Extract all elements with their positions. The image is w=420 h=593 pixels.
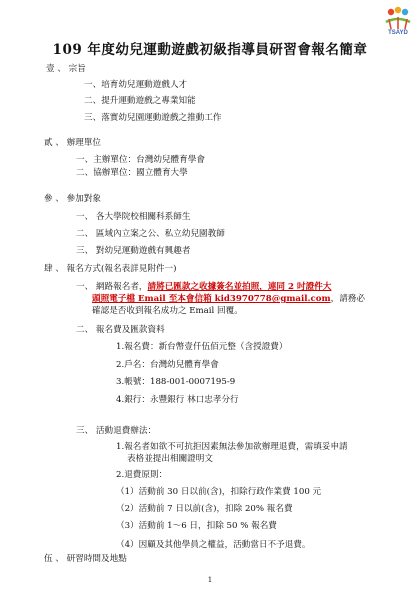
section-2-item: 二、協辦單位：國立體育大學 bbox=[76, 168, 188, 178]
registration-online-line-1 bbox=[76, 282, 331, 293]
section-2-item: 一、主辦單位：台灣幼兒體育學會 bbox=[76, 155, 205, 165]
refund-rule: （1）活動前 30 日以前(含)，扣除行政作業費 100 元 bbox=[116, 487, 322, 497]
refund-rule: （4）因顧及其他學員之權益，活動當日不予退費。 bbox=[116, 540, 311, 550]
sub-number: 一、 bbox=[76, 282, 94, 292]
section-1-item: 一、培育幼兒運動遊戲人才 bbox=[84, 80, 188, 90]
registration-lead: 網路報名者， bbox=[95, 282, 148, 292]
fee-item: 2.戶名：台灣幼兒體育學會 bbox=[116, 360, 219, 370]
refund-heading: 三、 活動退費辦法： bbox=[76, 426, 157, 436]
refund-item-1-line-1: 1.報名者如欲不可抗拒因素無法參加欲辦理退費，需填妥申請 bbox=[116, 442, 348, 452]
registration-red-text-2: 頭照電子檔 Email 至本會信箱 kid3970778@gmail.com bbox=[92, 294, 331, 304]
section-3-item: 三、 對幼兒運動遊戲有興趣者 bbox=[76, 246, 191, 256]
section-5-heading: 伍 、 研習時間及地點 bbox=[44, 554, 127, 564]
section-3-item: 二、 區域內立案之公、私立幼兒園教師 bbox=[76, 229, 225, 239]
section-1-item: 二、提升運動遊戲之專業知能 bbox=[84, 96, 196, 106]
section-4-heading: 肆 、 報名方式(報名表詳見附件一) bbox=[44, 264, 177, 274]
section-1-heading: 壹 、 宗旨 bbox=[46, 64, 86, 74]
registration-tail-1: ，請務必 bbox=[330, 294, 365, 304]
section-1-item: 三、落實幼兒園運動遊戲之推動工作 bbox=[84, 113, 222, 123]
fee-item: 1.報名費：新台幣壹仟伍佰元整（含授證費） bbox=[116, 342, 288, 352]
fee-heading: 二、 報名費及匯款資料 bbox=[76, 325, 165, 335]
refund-rule: （2）活動前 7 日以前(含)，扣除 20% 報名費 bbox=[116, 504, 293, 514]
section-3-heading: 參 、 參加對象 bbox=[44, 194, 102, 204]
refund-item-1-line-2: 表格並提出相關證明文 bbox=[127, 454, 213, 464]
logo-text: TSAYD bbox=[388, 30, 408, 35]
registration-online-line-2 bbox=[92, 294, 365, 305]
page-number: 1 bbox=[207, 576, 213, 584]
page-title: 109 年度幼兒運動遊戲初級指導員研習會報名簡章 bbox=[52, 42, 368, 58]
section-2-heading: 貳 、 辦理單位 bbox=[44, 138, 102, 148]
refund-item-2: 2.退費原則： bbox=[116, 470, 168, 480]
fee-item: 4.銀行：永豐銀行 林口忠孝分行 bbox=[116, 395, 239, 405]
section-3-item: 一、 各大學院校相關科系師生 bbox=[76, 212, 191, 222]
refund-rule: （3）活動前 1～6 日，扣除 50 % 報名費 bbox=[116, 521, 277, 531]
registration-online-line-3: 確認是否收到報名成功之 Email 回覆。 bbox=[92, 306, 243, 316]
fee-item: 3.帳號：188-001-0007195-9 bbox=[116, 377, 236, 387]
registration-red-text-1: 請將已匯款之收據簽名並拍照，連同 2 吋證件大 bbox=[147, 282, 332, 292]
kids-logo-icon bbox=[381, 5, 415, 35]
